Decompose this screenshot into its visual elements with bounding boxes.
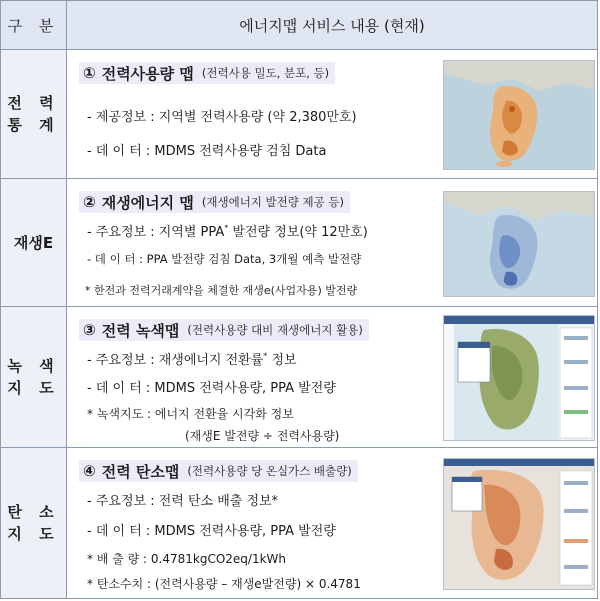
- service-title: [79, 62, 335, 84]
- info-line-part: - 주요정보 : 지역별 PPA: [87, 225, 225, 240]
- power-usage-map-thumbnail: [443, 60, 595, 170]
- service-number: ②: [83, 193, 96, 211]
- service-title: [79, 191, 350, 213]
- data-line: - 데 이 터 : MDMS 전력사용량 검침 Data: [87, 144, 327, 159]
- renewable-map-thumbnail: [443, 191, 595, 297]
- service-number: ④: [83, 462, 96, 480]
- footnote-line: * 한전과 전력거래계약을 체결한 재생e(사업자용) 발전량: [85, 284, 358, 297]
- table-header: [1, 1, 597, 50]
- row-carbon-map: [1, 448, 597, 598]
- data-line: - 데 이 터 : MDMS 전력사용량, PPA 발전량: [87, 381, 336, 396]
- carbon-map-thumbnail: [443, 458, 595, 590]
- row-renewable: [1, 179, 597, 307]
- service-title: [79, 460, 358, 482]
- category-line: 전 력: [7, 94, 60, 112]
- info-line: [87, 221, 368, 240]
- footnote-formula: (재생E 발전량 ÷ 전력사용량): [185, 429, 340, 443]
- data-line: - 데 이 터 : MDMS 전력사용량, PPA 발전량: [87, 524, 336, 539]
- service-name: 전력사용량 맵: [101, 64, 194, 83]
- category-line: 통 계: [7, 116, 60, 134]
- footnote-mark: *: [263, 351, 268, 361]
- service-number: ①: [83, 64, 96, 82]
- category-line: 지 도: [7, 525, 60, 543]
- service-number: ③: [83, 321, 96, 339]
- category-line: 탄 소: [7, 503, 60, 521]
- info-line: - 주요정보 : 전력 탄소 배출 정보*: [87, 494, 279, 509]
- service-name: 전력 녹색맵: [101, 321, 180, 340]
- info-line-part: 발전량 정보(약 12만호): [232, 225, 368, 240]
- category-cell: [1, 179, 67, 306]
- category-cell: [1, 50, 67, 178]
- category-line: 재생E: [13, 233, 54, 252]
- service-desc: (재생에너지 발전량 제공 등): [201, 195, 345, 209]
- service-name: 재생에너지 맵: [101, 193, 194, 212]
- emission-line: * 배 출 량 : 0.4781kgCO2eq/1kWh: [87, 552, 287, 566]
- service-desc: (전력사용량 대비 재생에너지 활용): [187, 323, 363, 337]
- service-desc: (전력사용 밀도, 분포, 등): [201, 66, 330, 80]
- footnote-mark: *: [224, 223, 229, 233]
- info-line-part: 정보: [271, 353, 297, 368]
- header-category: 구 분: [1, 1, 67, 49]
- content-cell: [67, 448, 435, 598]
- content-cell: [67, 307, 435, 447]
- category-cell: [1, 307, 67, 447]
- carbon-formula-line: * 탄소수치 : (전력사용량 – 재생e발전량) × 0.4781: [87, 577, 361, 591]
- service-desc: (전력사용량 당 온실가스 배출량): [187, 464, 352, 478]
- service-title: [79, 319, 369, 341]
- info-line-part: - 주요정보 : 재생에너지 전환률: [87, 353, 264, 368]
- footnote-line: * 녹색지도 : 에너지 전환율 시각화 정보: [87, 407, 294, 421]
- service-name: 전력 탄소맵: [101, 462, 180, 481]
- data-line: - 데 이 터 : PPA 발전량 검침 Data, 3개월 예측 발전량: [87, 252, 362, 266]
- category-line: 지 도: [7, 379, 60, 397]
- content-cell: [67, 50, 435, 178]
- header-content: 에너지맵 서비스 내용 (현재): [239, 16, 425, 35]
- content-cell: [67, 179, 435, 306]
- category-cell: [1, 448, 67, 598]
- info-line: [87, 349, 297, 368]
- category-line: 녹 색: [7, 357, 60, 375]
- row-power-stats: [1, 50, 597, 179]
- row-green-map: [1, 307, 597, 448]
- green-map-thumbnail: [443, 315, 595, 441]
- info-line: - 제공정보 : 지역별 전력사용량 (약 2,380만호): [87, 110, 357, 125]
